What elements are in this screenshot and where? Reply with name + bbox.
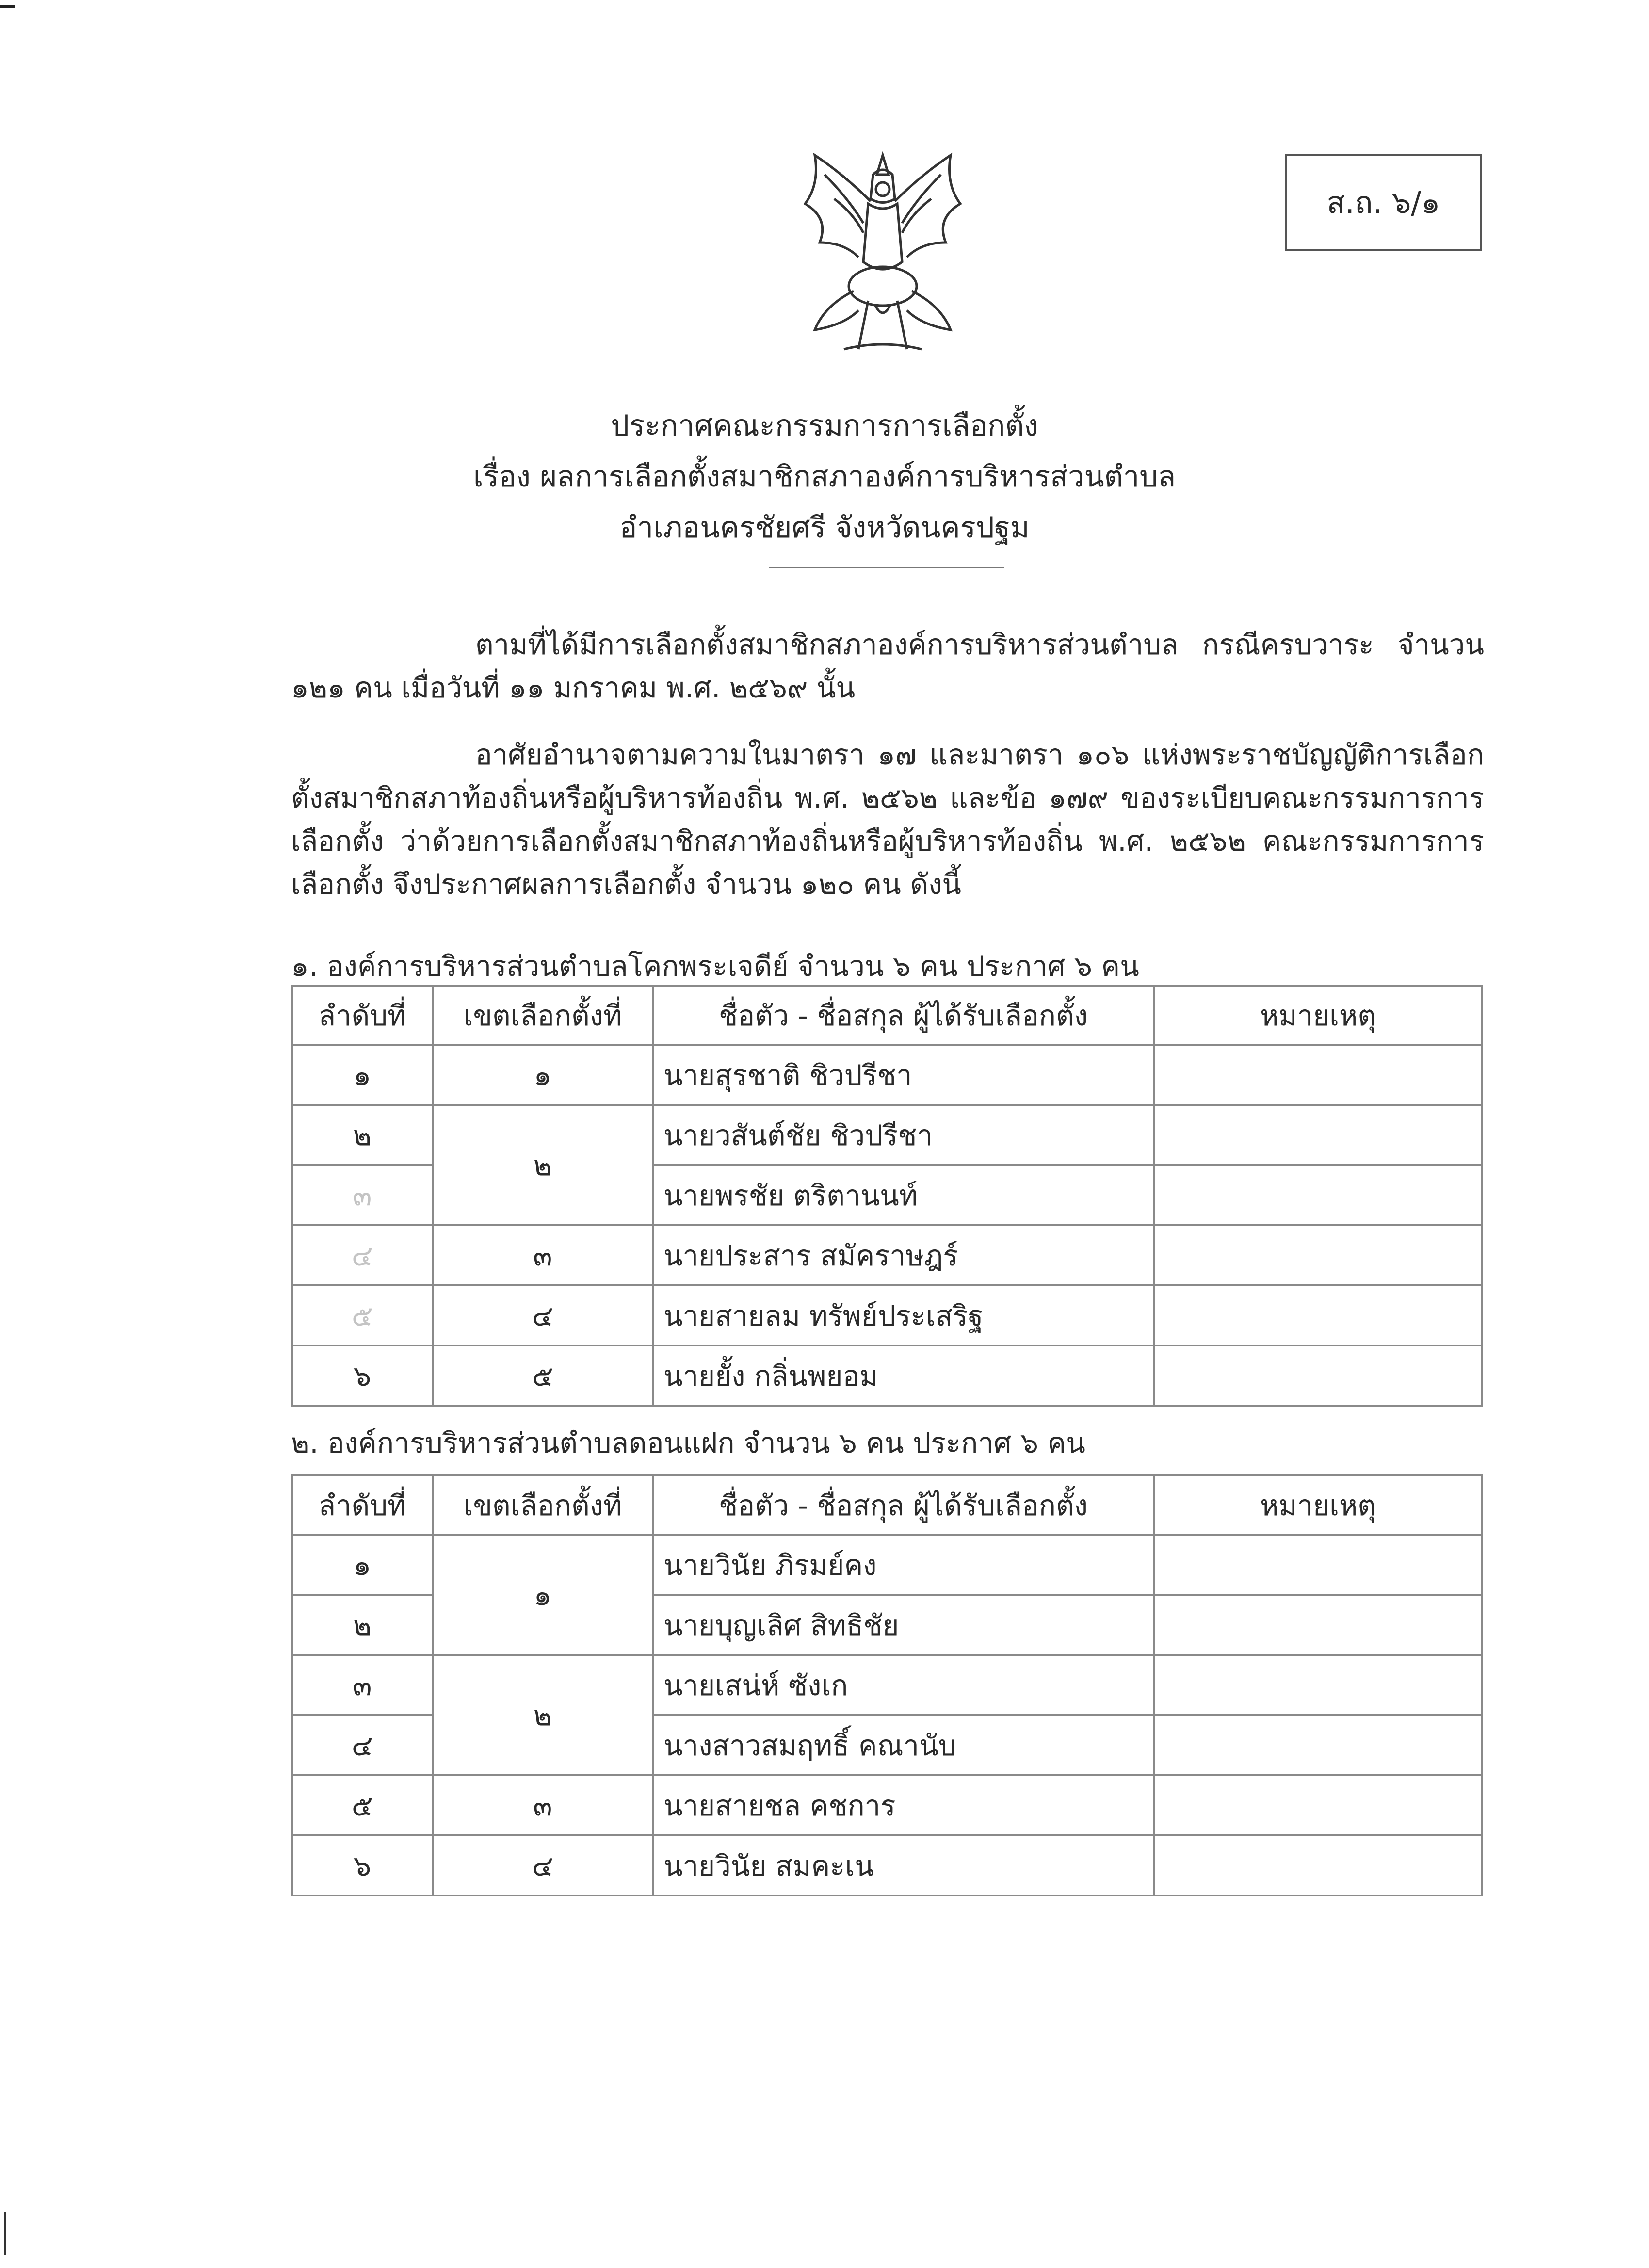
note-cell <box>1154 1715 1482 1775</box>
table-row <box>292 1225 1482 1285</box>
elected-name-cell: นายเสน่ห์ ซังเก <box>653 1655 1154 1715</box>
row-number-cell: ๔ <box>292 1225 433 1285</box>
elected-name-cell: นายพรชัย ตริตานนท์ <box>653 1165 1154 1225</box>
elected-name-cell: นายสายชล คชการ <box>653 1775 1154 1835</box>
row-number-cell: ๖ <box>292 1345 433 1406</box>
elected-name-cell: นายประสาร สมัคราษฎร์ <box>653 1225 1154 1285</box>
announcement-subject: เรื่อง ผลการเลือกตั้งสมาชิกสภาองค์การบริหารส่วนตำบล <box>473 460 1176 494</box>
column-header: หมายเหตุ <box>1154 986 1482 1045</box>
scan-edge-mark <box>0 5 15 8</box>
elected-name-cell: นางสาวสมฤทธิ์ คณานับ <box>653 1715 1154 1775</box>
note-cell <box>1154 1285 1482 1345</box>
row-number-cell: ๒ <box>292 1105 433 1165</box>
table-row <box>292 1045 1482 1105</box>
district-cell: ๒ <box>433 1655 653 1775</box>
row-number-cell: ๓ <box>292 1655 433 1715</box>
table-row <box>292 1105 1482 1165</box>
section-heading-2: ๒. องค์การบริหารส่วนตำบลดอนแฝก จำนวน ๖ คน ประกาศ ๖ คน <box>291 1426 1085 1459</box>
garuda-emblem-icon <box>786 146 980 359</box>
elected-name-cell: นายวินัย สมคะเน <box>653 1835 1154 1895</box>
note-cell <box>1154 1655 1482 1715</box>
district-cell: ๑ <box>433 1045 653 1105</box>
column-header: ชื่อตัว - ชื่อสกุล ผู้ได้รับเลือกตั้ง <box>653 1475 1154 1535</box>
paragraph-background <box>291 623 1484 710</box>
row-number-cell: ๕ <box>292 1775 433 1835</box>
table-row <box>292 1775 1482 1835</box>
column-header: ลำดับที่ <box>292 986 433 1045</box>
form-code-box: ส.ถ. ๖/๑ <box>1285 154 1482 251</box>
district-cell: ๒ <box>433 1105 653 1225</box>
row-number-cell: ๖ <box>292 1835 433 1895</box>
table-row <box>292 1655 1482 1715</box>
note-cell <box>1154 1045 1482 1105</box>
district-cell: ๓ <box>433 1225 653 1285</box>
row-number-cell: ๒ <box>292 1595 433 1655</box>
announcement-location: อำเภอนครชัยศรี จังหวัดนครปฐม <box>619 511 1030 545</box>
elected-name-cell: นายบุญเลิศ สิทธิชัย <box>653 1595 1154 1655</box>
note-cell <box>1154 1535 1482 1595</box>
table-header-row <box>292 986 1482 1045</box>
column-header: เขตเลือกตั้งที่ <box>433 1475 653 1535</box>
table-header-row <box>292 1475 1482 1535</box>
row-number-cell: ๓ <box>292 1165 433 1225</box>
row-number-cell: ๑ <box>292 1535 433 1595</box>
row-number-cell: ๔ <box>292 1715 433 1775</box>
column-header: เขตเลือกตั้งที่ <box>433 986 653 1045</box>
table-row <box>292 1835 1482 1895</box>
title-divider <box>769 567 1004 568</box>
elected-name-cell: นายวินัย ภิรมย์คง <box>653 1535 1154 1595</box>
district-cell: ๑ <box>433 1535 653 1655</box>
paragraph-text: อาศัยอำนาจตามความในมาตรา ๑๗ และมาตรา ๑๐๖ แห่งพระราชบัญญัติการเลือกตั้งสมาชิกสภาท้องถิ่นหรือผู้บริหารท้องถิ่น พ.ศ. ๒๕๖๒ และข้อ ๑๗๙ ของระเบียบคณะกรรมการการเลือกตั้ง ว่าด้วยการเลือกตั้งสมาชิกสภาท้องถิ่นหรือผู้บริหารท้องถิ่น พ.ศ. ๒๕๖๒ คณะกรรมการการเลือกตั้ง จึงประกาศผลการเลือกตั้ง จำนวน ๑๒๐ คน ดังนี้ <box>291 738 1484 901</box>
note-cell <box>1154 1775 1482 1835</box>
row-number-cell: ๑ <box>292 1045 433 1105</box>
district-cell: ๕ <box>433 1345 653 1406</box>
note-cell <box>1154 1105 1482 1165</box>
table-row <box>292 1345 1482 1406</box>
note-cell <box>1154 1165 1482 1225</box>
paragraph-text: ตามที่ได้มีการเลือกตั้งสมาชิกสภาองค์การบริหารส่วนตำบล กรณีครบวาระ จำนวน ๑๒๑ คน เมื่อวันที่ ๑๑ มกราคม พ.ศ. ๒๕๖๙ นั้น <box>291 628 1484 704</box>
results-table-2 <box>291 1474 1483 1896</box>
column-header: หมายเหตุ <box>1154 1475 1482 1535</box>
scan-edge-mark <box>4 2212 6 2255</box>
elected-name-cell: นายยั้ง กลิ่นพยอม <box>653 1345 1154 1406</box>
note-cell <box>1154 1595 1482 1655</box>
elected-name-cell: นายสุรชาติ ชิวปรีชา <box>653 1045 1154 1105</box>
column-header: ลำดับที่ <box>292 1475 433 1535</box>
row-number-cell: ๕ <box>292 1285 433 1345</box>
note-cell <box>1154 1345 1482 1406</box>
results-table-1 <box>291 985 1483 1407</box>
district-cell: ๔ <box>433 1835 653 1895</box>
column-header: ชื่อตัว - ชื่อสกุล ผู้ได้รับเลือกตั้ง <box>653 986 1154 1045</box>
elected-name-cell: นายสายลม ทรัพย์ประเสริฐ <box>653 1285 1154 1345</box>
paragraph-authority <box>291 733 1484 906</box>
table-row <box>292 1285 1482 1345</box>
note-cell <box>1154 1225 1482 1285</box>
note-cell <box>1154 1835 1482 1895</box>
district-cell: ๔ <box>433 1285 653 1345</box>
section-heading-1: ๑. องค์การบริหารส่วนตำบลโคกพระเจดีย์ จำนวน ๖ คน ประกาศ ๖ คน <box>291 950 1139 983</box>
announcement-title: ประกาศคณะกรรมการการเลือกตั้ง <box>611 409 1038 443</box>
table-row <box>292 1535 1482 1595</box>
elected-name-cell: นายวสันต์ชัย ชิวปรีชา <box>653 1105 1154 1165</box>
district-cell: ๓ <box>433 1775 653 1835</box>
